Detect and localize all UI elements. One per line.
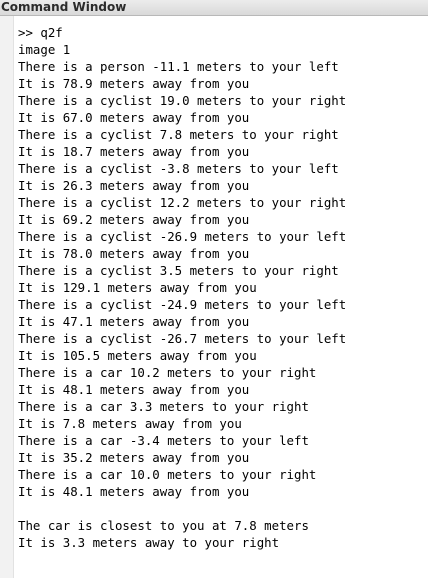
output-line: It is 7.8 meters away from you xyxy=(18,416,242,431)
output-line: It is 35.2 meters away from you xyxy=(18,450,250,465)
output-line: There is a cyclist -3.8 meters to your left xyxy=(18,161,339,176)
console-pane[interactable] xyxy=(0,16,428,578)
output-line: It is 26.3 meters away from you xyxy=(18,178,250,193)
output-line: It is 69.2 meters away from you xyxy=(18,212,250,227)
output-line: It is 67.0 meters away from you xyxy=(18,110,250,125)
output-line: There is a car 3.3 meters to your right xyxy=(18,399,309,414)
console-output[interactable] xyxy=(18,24,428,551)
window-title: Command Window xyxy=(0,0,428,16)
blank-line xyxy=(18,500,428,517)
output-line: It is 47.1 meters away from you xyxy=(18,314,250,329)
output-line: There is a car 10.2 meters to your right xyxy=(18,365,317,380)
output-line: There is a car 10.0 meters to your right xyxy=(18,467,317,482)
output-line: There is a cyclist -26.9 meters to your left xyxy=(18,229,347,244)
summary-line: The car is closest to you at 7.8 meters xyxy=(18,518,309,533)
output-line: There is a cyclist 19.0 meters to your right xyxy=(18,93,347,108)
output-line: It is 78.9 meters away from you xyxy=(18,76,250,91)
output-line: There is a car -3.4 meters to your left xyxy=(18,433,309,448)
output-line: It is 78.0 meters away from you xyxy=(18,246,250,261)
output-line: It is 48.1 meters away from you xyxy=(18,382,250,397)
output-line: It is 18.7 meters away from you xyxy=(18,144,250,159)
output-line: There is a cyclist 3.5 meters to your right xyxy=(18,263,339,278)
output-line: There is a cyclist -24.9 meters to your left xyxy=(18,297,347,312)
output-line: There is a cyclist 12.2 meters to your right xyxy=(18,195,347,210)
output-line: There is a cyclist 7.8 meters to your right xyxy=(18,127,339,142)
output-line: It is 129.1 meters away from you xyxy=(18,280,257,295)
output-line: There is a person -11.1 meters to your left xyxy=(18,59,339,74)
command-prompt-line: >> q2f xyxy=(18,25,63,40)
output-line: It is 48.1 meters away from you xyxy=(18,484,250,499)
output-line: There is a cyclist -26.7 meters to your left xyxy=(18,331,347,346)
output-line: image 1 xyxy=(18,42,71,57)
console-gutter xyxy=(0,16,14,578)
summary-line: It is 3.3 meters away to your right xyxy=(18,535,280,550)
output-line: It is 105.5 meters away from you xyxy=(18,348,257,363)
